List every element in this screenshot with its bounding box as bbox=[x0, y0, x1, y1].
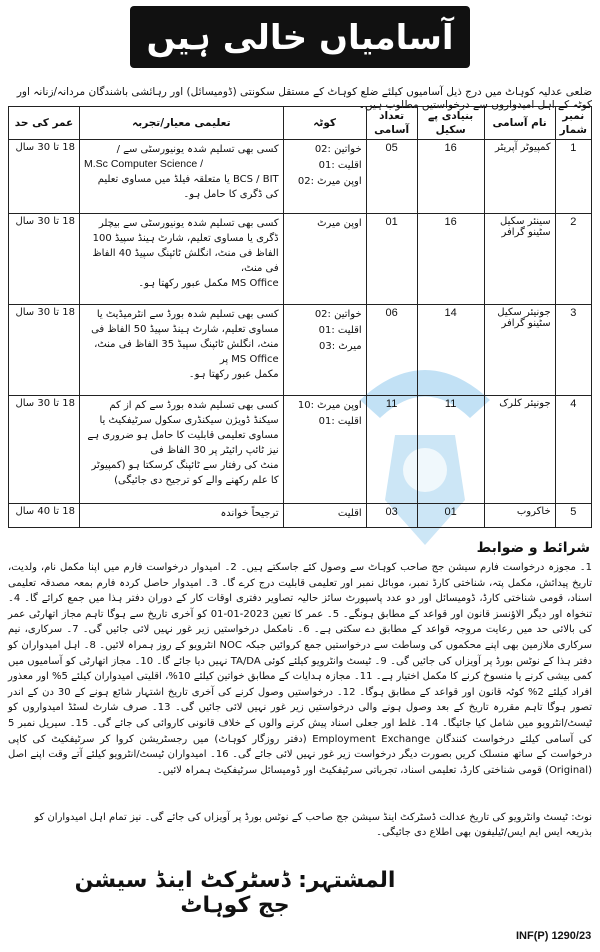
conditions-text: 1۔ مجوزہ درخواست فارم سیشن جج صاحب کوہاٹ سے وصول کئے جاسکتے ہیں۔ 2۔ امیدوار درخواست فارم میں اپنا مکمل نام، ولدیت، تاریخ پیدائش، مکمل پتہ، شناختی کارڈ نمبر، موبائل نمبر اور تعلیمی قابلیت درج کرے گا۔ 3۔ امیدوار حاصل کردہ فارم بمعہ مصدقہ تعلیمی اسناد، قومی شناختی کارڈ، ڈومیسائل اور دو عدد پاسپورٹ سائز حالیہ تصاویر دفتری اوقات کار کے دوران دفتر ہذا میں جمع کرائے گا۔ 4۔ تنخواہ اور دیگر الاؤنسز قانون اور قواعد کے مطابق ہونگے۔ 5۔ عمر کا تعین 2023-01-01 کو آخری تاریخ سے ہوگا تاہم مجاز اتھارٹی عمر کی بالائی حد میں رعایت مروجہ قواعد کے مطابق دے سکتی ہے۔ 6۔ نامکمل درخواستیں زیر غور نہیں لائی جائیں گی۔ 7۔ سرکاری، نیم سرکاری ملازمین بھی اپنے محکموں کی وساطت سے درخواستیں جمع کروائیں جبکہ NOC انٹرویو کے روز ہمراہ لائیں۔ 8۔ اہل امیدواران کو دفتر ہذا کے نوٹس بورڈ پر آویزاں کی جائیں گی۔ 9۔ ٹیسٹ وانٹرویو کیلئے کوئی TA/DA نہیں دیا جائے گا۔ 10۔ مجاز اتھارٹی کو آسامیوں میں کمی بیشی کرنے یا منسوخ کرنے کا مکمل اختیار ہے۔ 11۔ مجازہ ہدایات کے مطابق خواتین کیلئے 10%، اقلیتی امیدواران کیلئے 5% اور معذور افراد کیلئے 2% کوٹہ قانون اور قواعد کے مطابق ہوگا۔ 12۔ درخواستیں وصول کرنے کی آخری تاریخ اشتہار شائع ہونے کے 30 دن کے اندر تصور ہوگا تاہم مقررہ تاریخ کے بعد وصول ہونے والی درخواستیں زیر غور نہیں لائی جائیں گی۔ 13۔ صرف شارٹ لسٹڈ امیدواروں کو ٹیسٹ/انٹرویو میں شامل کیا جائیگا۔ 14۔ غلط اور جعلی اسناد پیش کرنے والوں کے خلاف قانونی کاروائی کی جائے گی۔ 15۔ سیریل نمبر 5 کی آسامی کیلئے درخواست کنندگان Employment Exchange (دفتر روزگار کوہاٹ) میں رجسٹریشن کروا کر سرٹیفکیٹ کی کاپی درخواست کے ساتھ منسلک کریں بصورت دیگر درخواست زیر غور نہیں لائی جائے گی۔ 16۔ امیدواران ٹیسٹ/انٹرویو کیلئے آتے وقت اپنے اصل (Original) قومی شناختی کارڈ، تعلیمی اسناد، تجرباتی سرٹیفکیٹ اور ڈومیسائل سرٹیفکیٹ ہمراہ لائیں۔ bbox=[8, 562, 593, 776]
quota-item: اقلیت :01 bbox=[318, 324, 362, 336]
qualification-text: BCS / BIT یا متعلقہ فیلڈ میں مساوی تعلیم کی ڈگری کا حامل ہو۔ bbox=[97, 174, 279, 200]
quota-item: میرٹ :03 bbox=[319, 340, 362, 352]
row-age-limit: 18 تا 30 سال bbox=[9, 395, 80, 503]
page-title: آسامیاں خالی ہیں bbox=[146, 17, 454, 58]
table-row bbox=[9, 140, 592, 214]
row-quota bbox=[283, 304, 366, 395]
quota-item: اقلیت bbox=[337, 508, 362, 520]
vacancies-table bbox=[8, 106, 592, 528]
quota-item: خواتین :02 bbox=[314, 144, 362, 155]
header-pay-scale: بنیادی پے سکیل bbox=[417, 107, 484, 140]
row-qualification bbox=[80, 304, 284, 395]
note-text: نوٹ: ٹیسٹ وانٹرویو کی تاریخ عدالت ڈسٹرکٹ اینڈ سیشن جج صاحب کے نوٹس بورڈ پر آویزاں کی جائے گی۔ نیز تمام اہل امیدواران کو بذریعہ ایس ایم ایس/ٹیلیفون بھی اطلاع دی جائیگی۔ bbox=[34, 812, 592, 838]
quota-item: اقلیت :01 bbox=[318, 415, 362, 427]
inf-code: INF(P) 1290/23 bbox=[516, 930, 592, 942]
qualification-text: منٹ کی رفتار سے ٹائپنگ کرسکتا ہو (کمپیوٹر کا علم رکھنے والے کو ترجیح دی جائیگی) bbox=[91, 459, 279, 486]
qualification-text: کسی بھی تسلیم شدہ بورڈ سے کم از کم سیکنڈ ڈویژن سیکنڈری سکول سرٹیفکیٹ یا مساوی تعلیمی قابلیت کا حامل ہو ضروری ہے نیز ٹائپ رائیٹر پر 30 الفاظ فی bbox=[87, 399, 279, 456]
quota-item: اقلیت :01 bbox=[318, 160, 362, 171]
row-quota bbox=[283, 395, 366, 503]
quota-item: خواتین :02 bbox=[314, 308, 362, 320]
table-body bbox=[9, 140, 592, 528]
advertiser-signature: المشتہر: ڈسٹرکٹ اینڈ سیشن جج کوہاٹ bbox=[74, 868, 396, 918]
row-qualification bbox=[80, 213, 284, 304]
row-post-count: 01 bbox=[366, 213, 417, 304]
row-post-name: خاکروب bbox=[484, 504, 555, 528]
row-age-limit: 18 تا 30 سال bbox=[9, 304, 80, 395]
qualification-english: M.Sc Computer Science / bbox=[84, 158, 204, 170]
row-age-limit: 18 تا 30 سال bbox=[9, 213, 80, 304]
row-qualification bbox=[80, 395, 284, 503]
row-quota bbox=[283, 140, 366, 214]
row-post-count: 05 bbox=[366, 140, 417, 214]
intro-text: ضلعی عدلیہ کوہاٹ میں درج ذیل آسامیوں کیلئے ضلع کوہاٹ کے مستقل سکونتی (ڈومیسائل) اور رہائشی باشندگان مردانہ/زنانہ اور کوٹہ کے اہل امیدواروں سے درخواستیں مطلوب ہیں۔ bbox=[16, 86, 592, 111]
row-post-name: جونیئر کلرک bbox=[484, 395, 555, 503]
table-header-row bbox=[9, 107, 592, 140]
row-pay-scale: 11 bbox=[417, 395, 484, 503]
row-serial: 1 bbox=[555, 140, 591, 214]
row-quota bbox=[283, 504, 366, 528]
header-post-name: نام آسامی bbox=[484, 107, 555, 140]
table-row bbox=[9, 213, 592, 304]
qualification-text: MS Office مکمل عبور رکھتا ہو۔ bbox=[138, 277, 279, 289]
row-quota bbox=[283, 213, 366, 304]
row-serial: 5 bbox=[555, 504, 591, 528]
row-post-name: کمپیوٹر آپریٹر bbox=[484, 140, 555, 214]
header-serial: نمبر شمار bbox=[555, 107, 591, 140]
qualification-text: کسی بھی تسلیم شدہ یونیورسٹی سے بیچلر ڈگری یا مساوی تعلیم، شارٹ ہینڈ سپیڈ 100 الفاظ فی منٹ، انگلش ٹائپنگ سپیڈ 40 الفاظ فی منٹ، bbox=[92, 217, 279, 274]
qualification-text: ترجیحاً خواندہ bbox=[220, 508, 279, 520]
row-qualification bbox=[80, 140, 284, 214]
row-serial: 3 bbox=[555, 304, 591, 395]
row-post-name: سینئر سکیل سٹینو گرافر bbox=[484, 213, 555, 304]
row-age-limit: 18 تا 40 سال bbox=[9, 504, 80, 528]
quota-item: اوپن میرٹ :10 bbox=[297, 399, 362, 411]
qualification-text: کسی بھی تسلیم شدہ بورڈ سے انٹرمیڈیٹ یا مساوی تعلیم، شارٹ ہینڈ سپیڈ 50 الفاظ فی منٹ، انگلش ٹائپنگ سپیڈ 35 الفاظ فی منٹ، MS Office پر bbox=[91, 308, 279, 365]
row-pay-scale: 16 bbox=[417, 213, 484, 304]
header-post-count: تعداد آسامی bbox=[366, 107, 417, 140]
page-title-banner bbox=[130, 6, 470, 68]
header-quota: کوٹہ bbox=[283, 107, 366, 140]
qualification-text: مکمل عبور رکھتا ہو۔ bbox=[188, 368, 279, 380]
table-row bbox=[9, 504, 592, 528]
row-post-count: 11 bbox=[366, 395, 417, 503]
quota-item: اوپن میرٹ bbox=[317, 217, 362, 229]
row-pay-scale: 14 bbox=[417, 304, 484, 395]
header-age-limit: عمر کی حد bbox=[9, 107, 80, 140]
row-pay-scale: 16 bbox=[417, 140, 484, 214]
row-qualification bbox=[80, 504, 284, 528]
row-post-name: جونیئر سکیل سٹینو گرافر bbox=[484, 304, 555, 395]
table-row bbox=[9, 395, 592, 503]
row-post-count: 03 bbox=[366, 504, 417, 528]
row-post-count: 06 bbox=[366, 304, 417, 395]
row-serial: 4 bbox=[555, 395, 591, 503]
table-row bbox=[9, 304, 592, 395]
qualification-text: کسی بھی تسلیم شدہ یونیورسٹی سے / bbox=[116, 144, 279, 155]
conditions-heading: شرائط و ضوابط bbox=[476, 540, 590, 556]
row-age-limit: 18 تا 30 سال bbox=[9, 140, 80, 214]
header-qualification: تعلیمی معیار/تجربہ bbox=[80, 107, 284, 140]
row-serial: 2 bbox=[555, 213, 591, 304]
quota-item: اوپن میرٹ :02 bbox=[297, 176, 362, 187]
row-pay-scale: 01 bbox=[417, 504, 484, 528]
